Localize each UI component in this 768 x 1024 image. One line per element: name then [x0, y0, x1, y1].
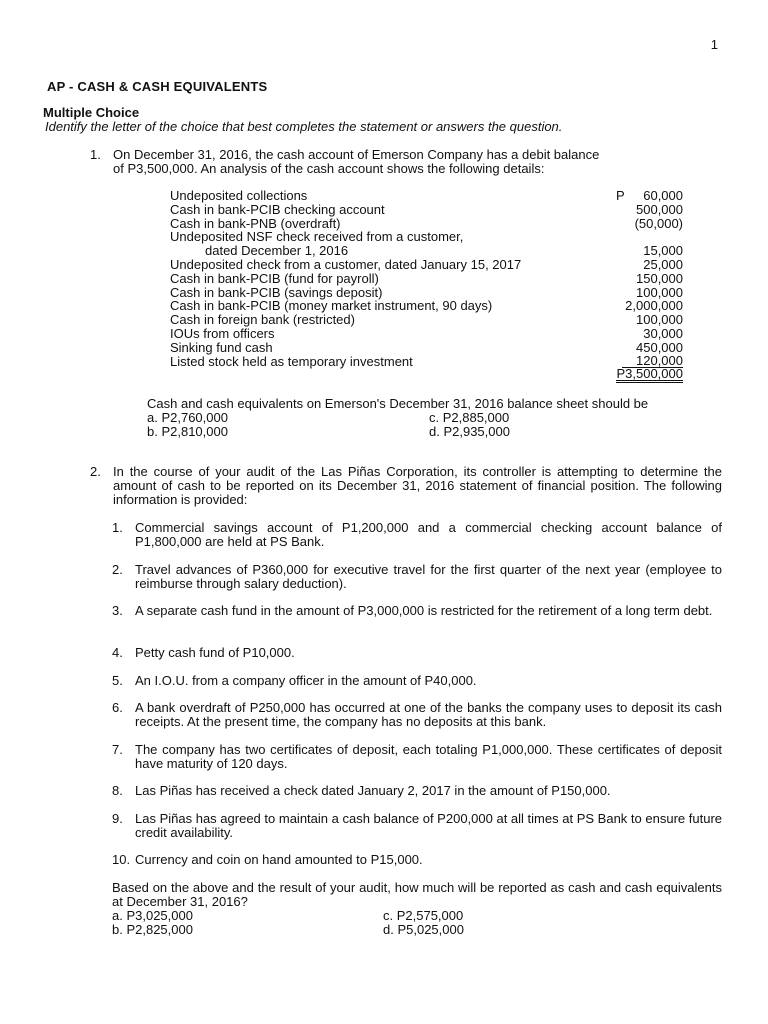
choice-c[interactable]: c. P2,575,000	[383, 908, 464, 923]
detail-row: Cash in bank-PCIB (money market instrument, 90 days) 2,000,000	[170, 298, 683, 314]
detail-row: dated December 1, 2016 15,000	[205, 243, 683, 259]
question-text-line: On December 31, 2016, the cash account of Emerson Company has a debit balance	[113, 147, 600, 162]
question-number: 2.	[90, 464, 101, 479]
detail-row: Undeposited NSF check received from a customer,	[170, 229, 464, 245]
section-instructions: Identify the letter of the choice that best completes the statement or answers the question.	[45, 119, 563, 134]
question-1-prompt: Cash and cash equivalents on Emerson's December 31, 2016 balance sheet should be	[147, 396, 649, 411]
detail-row: Cash in bank-PCIB checking account 500,000	[170, 201, 683, 217]
section-heading: Multiple Choice	[43, 105, 140, 120]
question-2-prompt: Based on the above and the result of your audit, how much will be reported as cash and cash equivalents at December 31, 2016?	[112, 880, 722, 909]
question-intro: In the course of your audit of the Las Piñas Corporation, its controller is attempting to determine the amount of cash to be reported on its December 31, 2016 statement of financial position. The following information is provided:	[113, 464, 722, 507]
detail-row: Undeposited collections 60,000	[170, 188, 683, 203]
choice-b[interactable]: b. P2,825,000	[112, 922, 193, 937]
total-row	[170, 368, 685, 382]
page-number: 1	[710, 37, 718, 52]
detail-row: Listed stock held as temporary investment 120,000	[170, 352, 683, 369]
choice-d[interactable]: d. P5,025,000	[383, 922, 464, 937]
choice-d[interactable]: d. P2,935,000	[429, 424, 510, 439]
detail-row: Cash in bank-PCIB (savings deposit) 100,000	[170, 284, 683, 300]
choice-a[interactable]: a. P2,760,000	[147, 410, 228, 425]
detail-row: Cash in bank-PCIB (fund for payroll) 150,000	[170, 270, 683, 286]
choice-b[interactable]: b. P2,810,000	[147, 424, 228, 439]
question-number: 1.	[90, 147, 101, 162]
cash-account-details	[170, 189, 685, 382]
detail-row: Cash in bank-PNB (overdraft) (50,000)	[170, 215, 683, 231]
document-title: AP - CASH & CASH EQUIVALENTS	[47, 79, 268, 94]
choice-a[interactable]: a. P3,025,000	[112, 908, 193, 923]
detail-row: Undeposited check from a customer, dated January 15, 2017 25,000	[170, 256, 683, 272]
detail-row: IOUs from officers 30,000	[170, 325, 683, 341]
total-amount: P3,500,000	[616, 366, 683, 382]
question-text-line: of P3,500,000. An analysis of the cash account shows the following details:	[113, 161, 545, 176]
detail-row: Sinking fund cash 450,000	[170, 339, 683, 355]
currency-prefix: P	[616, 188, 625, 203]
choice-c[interactable]: c. P2,885,000	[429, 410, 510, 425]
detail-row: Cash in foreign bank (restricted) 100,000	[170, 312, 683, 328]
